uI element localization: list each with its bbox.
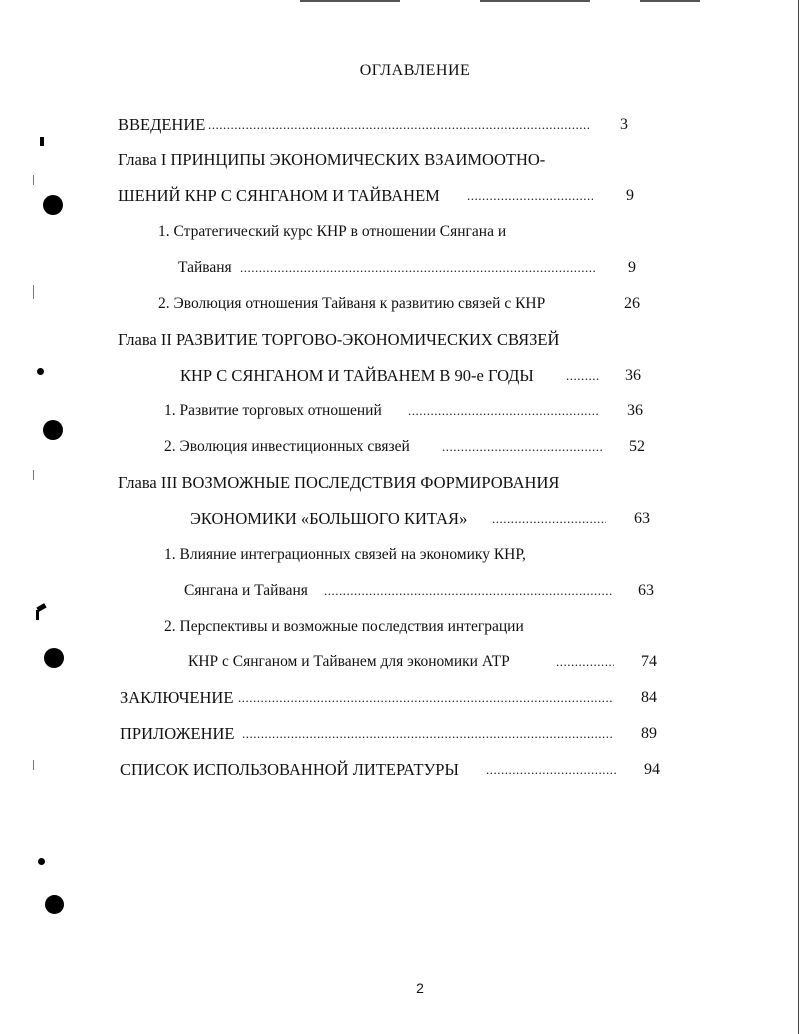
- toc-section-3-1-cont: Сянгана и Тайваня: [184, 582, 308, 599]
- dot-leader: [486, 760, 618, 780]
- toc-page-number: 74: [641, 653, 657, 670]
- toc-page-number: 63: [634, 510, 650, 527]
- toc-page-number: 94: [644, 761, 660, 778]
- dot-leader: [467, 186, 593, 206]
- toc-section-3-2: 2. Перспективы и возможные последствия интеграции: [164, 618, 524, 635]
- toc-chapter-1-heading: Глава I ПРИНЦИПЫ ЭКОНОМИЧЕСКИХ ВЗАИМООТНО-: [118, 150, 546, 169]
- dot-leader: [408, 401, 600, 421]
- dot-leader: [324, 581, 612, 601]
- toc-page-number: 84: [641, 689, 657, 706]
- toc-page-number: 36: [625, 367, 641, 384]
- toc-page-number: 52: [629, 438, 645, 455]
- dot-leader: [556, 652, 614, 672]
- left-edge-mark: [33, 760, 34, 770]
- toc-entry-conclusion: ЗАКЛЮЧЕНИЕ: [120, 688, 234, 707]
- punch-hole-mark: [45, 895, 64, 914]
- toc-section-1-2: 2. Эволюция отношения Тайваня к развитию связей с КНР: [158, 295, 546, 312]
- margin-speck: [37, 368, 44, 375]
- toc-page-number: 26: [624, 295, 640, 312]
- punch-hole-mark: [43, 195, 63, 215]
- margin-speck: [36, 610, 39, 620]
- toc-section-1-1: 1. Стратегический курс КНР в отношении Сянгана и: [158, 223, 507, 240]
- punch-hole-mark: [43, 420, 63, 440]
- top-edge-mark: [640, 0, 700, 2]
- margin-speck: [40, 137, 44, 146]
- toc-section-1-1-cont: Тайваня: [178, 259, 232, 276]
- punch-hole-mark: [44, 648, 64, 668]
- toc-entry-introduction: ВВЕДЕНИЕ: [118, 115, 206, 134]
- left-edge-mark: [33, 175, 34, 185]
- toc-section-2-1: 1. Развитие торговых отношений: [164, 402, 382, 419]
- toc-section-3-1: 1. Влияние интеграционных связей на экономику КНР,: [164, 546, 526, 563]
- dot-leader: [208, 115, 590, 135]
- toc-page-number: 63: [638, 582, 654, 599]
- dot-leader: [492, 509, 606, 529]
- left-edge-mark: [33, 470, 34, 480]
- toc-entry-references: СПИСОК ИСПОЛЬЗОВАННОЙ ЛИТЕРАТУРЫ: [120, 760, 459, 779]
- toc-page-number: 36: [627, 402, 643, 419]
- page-title: ОГЛАВЛЕНИЕ: [359, 62, 471, 79]
- dot-leader: [238, 688, 614, 708]
- toc-chapter-2-heading: Глава II РАЗВИТИЕ ТОРГОВО-ЭКОНОМИЧЕСКИХ СВЯЗЕЙ: [118, 330, 560, 349]
- toc-section-3-2-cont: КНР с Сянганом и Тайванем для экономики АТР: [188, 653, 510, 670]
- toc-page-number: 3: [620, 116, 628, 133]
- toc-page-number: 9: [626, 187, 634, 204]
- dot-leader: [240, 258, 596, 278]
- margin-speck: [38, 858, 45, 865]
- toc-chapter-1-heading-cont: ШЕНИЙ КНР С СЯНГАНОМ И ТАЙВАНЕМ: [118, 186, 440, 205]
- top-edge-mark: [480, 0, 590, 2]
- dot-leader: [242, 724, 614, 744]
- toc-section-2-2: 2. Эволюция инвестиционных связей: [164, 438, 410, 455]
- toc-chapter-2-heading-cont: КНР С СЯНГАНОМ И ТАЙВАНЕМ В 90-е ГОДЫ: [180, 366, 534, 385]
- top-edge-mark: [300, 0, 400, 2]
- page-number: 2: [416, 980, 424, 996]
- toc-chapter-3-heading: Глава III ВОЗМОЖНЫЕ ПОСЛЕДСТВИЯ ФОРМИРОВАНИЯ: [118, 473, 560, 492]
- toc-chapter-3-heading-cont: ЭКОНОМИКИ «БОЛЬШОГО КИТАЯ»: [190, 509, 468, 528]
- dot-leader: [442, 437, 602, 457]
- toc-entry-appendix: ПРИЛОЖЕНИЕ: [120, 724, 235, 743]
- dot-leader: [566, 366, 600, 386]
- toc-page-number: 9: [628, 259, 636, 276]
- toc-page-number: 89: [641, 725, 657, 742]
- left-edge-mark: [33, 285, 34, 299]
